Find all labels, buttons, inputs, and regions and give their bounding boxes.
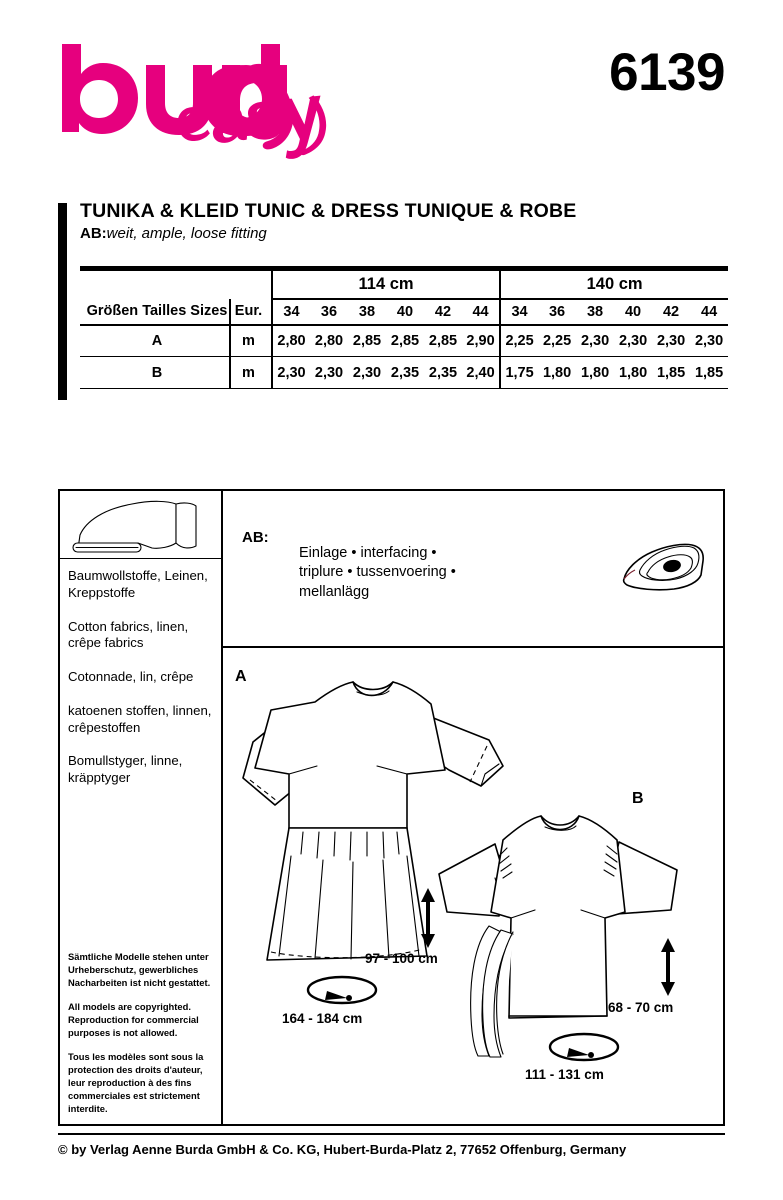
- a-140-44: 2,30: [690, 325, 728, 357]
- a-140-38: 2,30: [576, 325, 614, 357]
- size-col-140-42: 42: [652, 299, 690, 325]
- a-114-36: 2,80: [310, 325, 348, 357]
- page-header: [0, 0, 783, 175]
- circumference-icon-a: [303, 973, 381, 1009]
- interfacing-views-label: AB:: [242, 529, 269, 546]
- a-114-42: 2,85: [424, 325, 462, 357]
- a-114-38: 2,85: [348, 325, 386, 357]
- dimension-length-a: 97 - 100 cm: [365, 951, 438, 966]
- illustration-panel: [58, 489, 725, 1126]
- table-row: [80, 357, 728, 389]
- b-140-36: 1,80: [538, 357, 576, 389]
- a-114-44: 2,90: [462, 325, 500, 357]
- title-block: [58, 200, 725, 243]
- interfacing-text: [299, 544, 529, 602]
- page-title: TUNIKA & KLEID TUNIC & DRESS TUNIQUE & ROBE: [80, 200, 577, 222]
- iron-icon-svg: [618, 537, 710, 599]
- table-row-sizes: [80, 299, 728, 325]
- dimension-circumference-b: 111 - 131 cm: [525, 1067, 604, 1082]
- size-col-140-40: 40: [614, 299, 652, 325]
- copyright-notice: [60, 951, 221, 1124]
- pattern-number: 6139: [609, 43, 725, 102]
- garment-b-label: B: [632, 790, 644, 807]
- size-col-114-34: 34: [272, 299, 310, 325]
- b-114-36: 2,30: [310, 357, 348, 389]
- table-row-widths: [80, 269, 728, 299]
- size-col-114-42: 42: [424, 299, 462, 325]
- a-140-36: 2,25: [538, 325, 576, 357]
- views-desc-text: weit, ample, loose fitting: [106, 225, 267, 243]
- size-col-140-44: 44: [690, 299, 728, 325]
- view-label-b: B: [80, 357, 230, 389]
- b-114-34: 2,30: [272, 357, 310, 389]
- views-label: AB:: [80, 225, 107, 243]
- fabric-width-140: 140 cm: [500, 269, 728, 299]
- fabric-sidebar: [60, 491, 223, 1124]
- legal-text-en: All models are copyrighted. Reproduction for commercial purposes is not allowed.: [68, 1001, 199, 1039]
- unit-header-cell: Eur.: [230, 299, 272, 325]
- length-arrow-b: [655, 936, 681, 998]
- publisher-copyright: © by Verlag Aenne Burda GmbH & Co. KG, Hubert-Burda-Platz 2, 77652 Offenburg, Germany: [58, 1141, 627, 1157]
- blank-cell: [230, 269, 272, 299]
- dimension-circumference-a: 164 - 184 cm: [282, 1011, 363, 1026]
- circumference-icon-b: [545, 1030, 623, 1066]
- a-114-34: 2,80: [272, 325, 310, 357]
- fabric-text-en: Cotton fabrics, linen, crêpe fabrics: [68, 618, 189, 651]
- interfacing-section: [223, 491, 723, 648]
- page-footer: [58, 1133, 725, 1157]
- logo-svg: [58, 42, 318, 152]
- fabric-recommendations: [60, 559, 221, 804]
- interfacing-line-1: Einlage • interfacing •: [299, 545, 437, 561]
- b-140-40: 1,80: [614, 357, 652, 389]
- fabric-text-sv: Bomullstyger, linne, kräpptyger: [68, 753, 183, 786]
- dimension-length-b: 68 - 70 cm: [608, 1000, 674, 1015]
- table-row: [80, 325, 728, 357]
- interfacing-line-2: triplure • tussenvoering •: [299, 564, 456, 581]
- size-col-140-38: 38: [576, 299, 614, 325]
- fabric-bolt-icon: [60, 491, 221, 559]
- iron-icon: [618, 537, 710, 599]
- views-description: [80, 225, 725, 243]
- garment-illustrations: [223, 648, 723, 1124]
- view-label-a: A: [80, 325, 230, 357]
- legal-text-de: Sämtliche Modelle stehen unter Urheberschutz, gewerbliches Nacharbeiten ist nicht gestattet.: [68, 951, 211, 989]
- size-col-114-44: 44: [462, 299, 500, 325]
- b-114-44: 2,40: [462, 357, 500, 389]
- garment-a-label: A: [235, 668, 247, 685]
- fabric-text-fr: Cotonnade, lin, crêpe: [68, 669, 194, 685]
- b-140-42: 1,85: [652, 357, 690, 389]
- size-col-140-34: 34: [500, 299, 538, 325]
- burda-easy-logo: [58, 42, 318, 152]
- fabric-width-114: 114 cm: [272, 269, 500, 299]
- panel-right: [223, 491, 723, 1124]
- a-140-34: 2,25: [500, 325, 538, 357]
- b-140-34: 1,75: [500, 357, 538, 389]
- fabric-bolt-icon-box: [60, 491, 221, 559]
- size-col-114-36: 36: [310, 299, 348, 325]
- legal-text-fr: Tous les modèles sont sous la protection des droits d'auteur, leur reproduction à des fins commerciales est strictement interdite.: [68, 1051, 204, 1115]
- b-140-44: 1,85: [690, 357, 728, 389]
- size-col-114-38: 38: [348, 299, 386, 325]
- blank-cell: [80, 269, 230, 299]
- a-140-40: 2,30: [614, 325, 652, 357]
- unit-b: m: [230, 357, 272, 389]
- fabric-text-de: Baumwollstoffe, Leinen, Kreppstoffe: [68, 568, 208, 600]
- tunic-b-drawing: [431, 808, 721, 1058]
- size-label-cell: Größen Tailles Sizes: [80, 299, 230, 325]
- fabric-text-nl: katoenen stoffen, linnen, crêpestoffen: [68, 702, 212, 735]
- fabric-requirements-table: [80, 266, 725, 389]
- a-140-42: 2,30: [652, 325, 690, 357]
- size-col-140-36: 36: [538, 299, 576, 325]
- footer-divider: [58, 1133, 725, 1135]
- interfacing-line-3: mellanlägg: [299, 583, 370, 600]
- b-114-42: 2,35: [424, 357, 462, 389]
- b-114-40: 2,35: [386, 357, 424, 389]
- size-col-114-40: 40: [386, 299, 424, 325]
- b-140-38: 1,80: [576, 357, 614, 389]
- unit-a: m: [230, 325, 272, 357]
- a-114-40: 2,85: [386, 325, 424, 357]
- b-114-38: 2,30: [348, 357, 386, 389]
